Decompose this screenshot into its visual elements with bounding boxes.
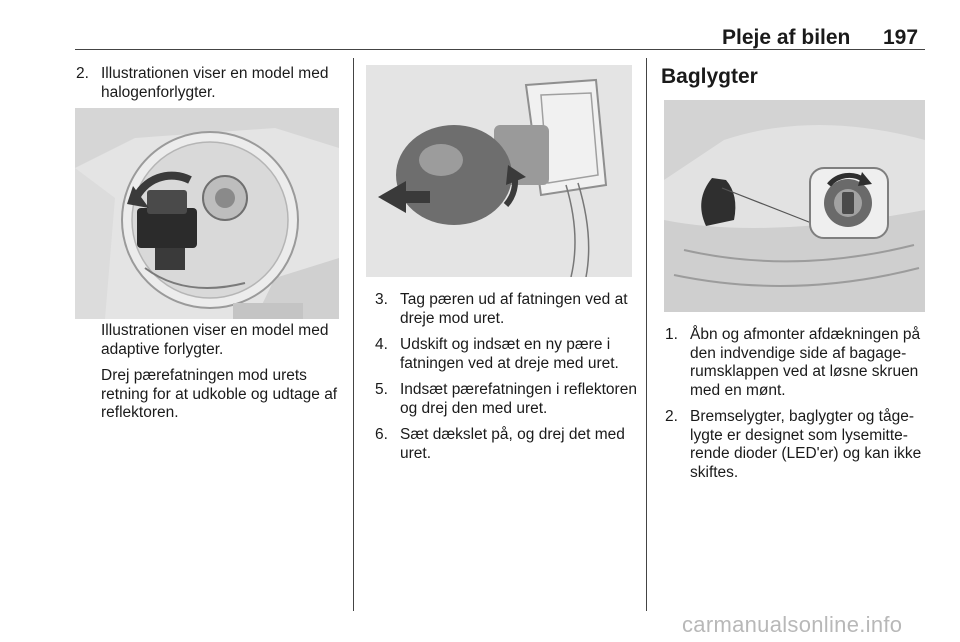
list-number: 5. [375,381,388,398]
list-text: Illustrationen viser en model med halogenforlygter. [101,65,329,101]
list-text: Indsæt pærefatningen i reflektoren og drej den med uret. [400,381,637,417]
list-item-2 [665,408,927,482]
headlamp-bulb-holder-illustration [75,108,339,319]
list-number: 1. [665,326,678,343]
list-item-5 [375,381,639,418]
list-text: Bremselygter, baglygter og tågelygte er designet som lysemitterende dioder (LED'er) og kan ikke skiftes. [690,408,922,481]
list-number: 2. [76,65,89,82]
column-divider-1 [353,58,354,611]
list-number: 3. [375,291,388,308]
column-1-lower [76,322,344,431]
paragraph-adaptive-headlights: Illustrationen viser en model med adaptive forlygter. [101,322,329,358]
header-rule [75,49,925,50]
list-item-3 [375,291,639,328]
section-heading: Baglygter [661,65,758,88]
watermark: carmanualsonline.info [682,612,903,637]
list-text: Sæt dækslet på, og drej det med uret. [400,426,625,462]
list-item-6 [375,426,639,463]
list-number: 6. [375,426,388,443]
list-text: Åbn og afmonter afdækningen på den indvendige side af bagagerumsklappen ved at løsne skruen med en mønt. [690,326,921,399]
bulb-removal-illustration [366,65,632,277]
column-divider-2 [646,58,647,611]
rear-lamp-cover-illustration [664,100,925,312]
list-number: 4. [375,336,388,353]
list-item-2 [76,65,344,102]
list-item-4 [375,336,639,373]
column-3-heading [661,65,925,88]
column-2 [375,291,639,471]
list-text: Tag pæren ud af fatningen ved at dreje mod uret. [400,291,628,327]
list-item-1 [665,326,927,400]
list-number: 2. [665,408,678,425]
list-text: Udskift og indsæt en ny pære i fatningen ved at dreje med uret. [400,336,619,372]
page-header-title: Pleje af bilen [722,26,851,49]
column-1 [76,65,344,110]
column-3 [665,326,927,490]
paragraph-rotate-holder: Drej pærefatningen mod urets retning for at udkoble og udtage af reflektoren. [101,367,338,421]
page-number: 197 [883,26,919,49]
